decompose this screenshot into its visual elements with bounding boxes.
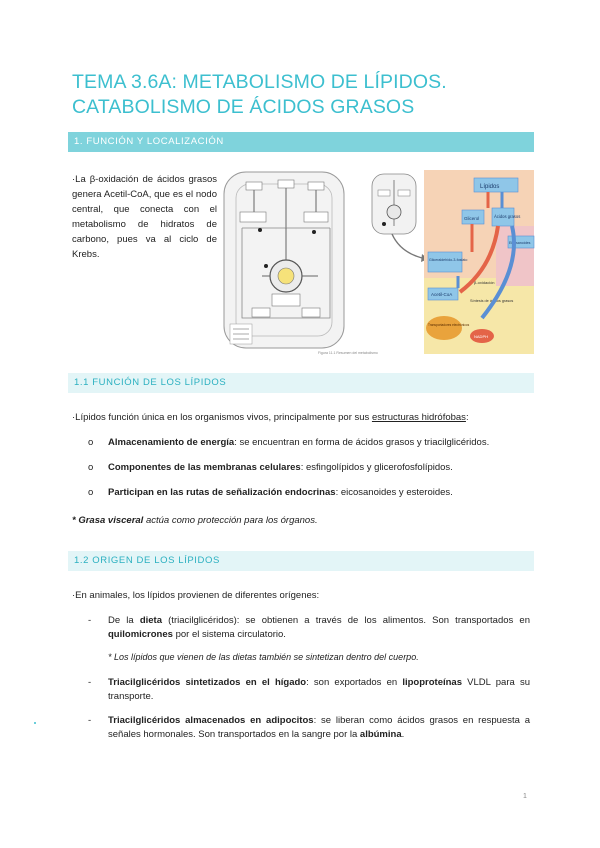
funcion-lipidos-list bbox=[88, 436, 528, 500]
metabolism-overview-figure bbox=[222, 168, 536, 358]
s11-intro-paragraph: ·Lípidos función única en los organismos vivos, principalmente por sus estructuras hidrófobas: bbox=[72, 412, 469, 423]
list-item: o Componentes de las membranas celulares: esfingolípidos y glicerofosfolípidos. bbox=[88, 462, 453, 473]
label-transportadores: Transportadores electrónicos bbox=[428, 323, 470, 327]
inset-map bbox=[372, 174, 428, 262]
section-header-origen-lipidos: 1.2 ORIGEN DE LOS LÍPIDOS bbox=[68, 551, 534, 571]
label-eicosanoides: Eicosanoides bbox=[509, 241, 531, 245]
list-item: - Triacilglicéridos almacenados en adipocitos: se liberan como ácidos grasos en respuesta a señales hormonales. Son transportados en la sangre por la albúmina. bbox=[88, 715, 530, 740]
list-item: - De la dieta (triacilglicéridos): se obtienen a través de los alimentos. Son transportados en quilomicrones por el sistema circulatorio. bbox=[88, 615, 530, 640]
label-glicerol: Glicerol bbox=[464, 216, 480, 221]
underlined-term: estructuras hidrófobas bbox=[371, 412, 466, 423]
figure-caption: Figura 11.1 Resumen del metabolismo bbox=[318, 351, 378, 355]
origen-lipidos-list bbox=[88, 614, 530, 742]
label-acidos-grasos: Ácidos grasos bbox=[494, 214, 521, 219]
label-nadph: NADPH bbox=[474, 334, 489, 339]
list-item: o Participan en las rutas de señalización endocrinas: eicosanoides y esteroides. bbox=[88, 487, 453, 498]
label-beta-oxidacion: β-oxidación bbox=[474, 280, 495, 285]
lipid-pathway-detail bbox=[424, 170, 534, 354]
label-gliceraldehido: Gliceraldehído-3-fosfato bbox=[429, 258, 468, 262]
s12-intro-paragraph: ·En animales, los lípidos provienen de diferentes orígenes: bbox=[72, 590, 320, 601]
label-acetil-coa: Acetil-CoA bbox=[431, 292, 453, 297]
grasa-visceral-note: * Grasa visceral actúa como protección para los órganos. bbox=[72, 515, 318, 526]
section-header-funcion-lipidos: 1.1 FUNCIÓN DE LOS LÍPIDOS bbox=[68, 373, 534, 393]
label-lipidos: Lípidos bbox=[480, 184, 500, 190]
intro-paragraph: ·La β-oxidación de ácidos grasos genera Acetil-CoA, que es el nodo central, que conecta con el metabolismo de hidratos de carbono, pues va al ciclo de Krebs. bbox=[72, 174, 217, 260]
section-header-funcion-localizacion: 1. FUNCIÓN Y LOCALIZACIÓN bbox=[68, 132, 534, 152]
dieta-note: * Los lípidos que vienen de las dietas también se sintetizan dentro del cuerpo. bbox=[108, 652, 419, 662]
list-item: o Almacenamiento de energía: se encuentran en forma de ácidos grasos y triacilglicéridos. bbox=[88, 437, 490, 448]
page-title: TEMA 3.6A: METABOLISMO DE LÍPIDOS. CATABOLISMO DE ÁCIDOS GRASOS bbox=[72, 71, 447, 118]
cell-metabolism-map bbox=[224, 172, 378, 355]
list-item: - Triacilglicéridos sintetizados en el hígado: son exportados en lipoproteínas VLDL para su transporte. bbox=[88, 677, 530, 702]
label-sintesis: Síntesis de ácidos grasos bbox=[470, 299, 514, 303]
margin-dot bbox=[34, 722, 36, 724]
page-number: 1 bbox=[523, 793, 527, 800]
